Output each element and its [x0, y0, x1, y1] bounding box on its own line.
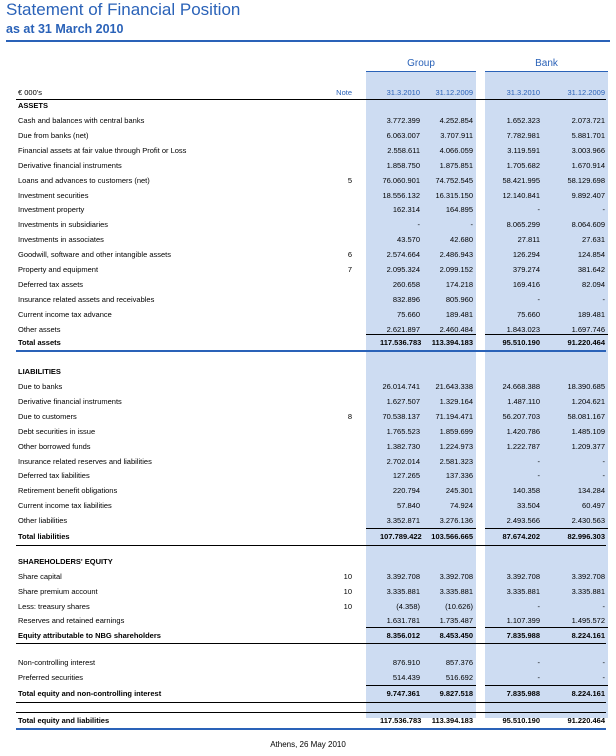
bank-date-current: 31.3.2010 [506, 88, 540, 97]
row-label: Cash and balances with central banks [18, 116, 145, 125]
row-value: 21.643.338 [435, 382, 473, 391]
row-value: 8.224.161 [571, 631, 605, 640]
row-value: 1.224.973 [439, 441, 473, 451]
row-value: - [537, 456, 540, 466]
row-value: 1.765.523 [386, 426, 420, 436]
row-note: 10 [343, 586, 352, 596]
equity-nbg-rule [16, 643, 606, 644]
group-subtotal-rule [366, 334, 476, 335]
row-value: 9.892.407 [571, 190, 605, 200]
row-value: 3.003.966 [571, 145, 605, 155]
row-value: 1.420.786 [506, 426, 540, 436]
note-header: Note [336, 88, 352, 97]
row-note: 7 [347, 265, 352, 274]
row-value: 58.421.995 [502, 175, 540, 185]
group-subtotal-rule [366, 627, 476, 628]
row-label: Preferred securities [18, 672, 84, 682]
row-label: Reserves and retained earnings [18, 616, 125, 626]
row-label: Deferred tax liabilities [18, 471, 90, 481]
row-value: 2.574.664 [386, 250, 420, 260]
liability-row [0, 395, 616, 409]
asset-row [0, 114, 616, 128]
row-value: - [537, 294, 540, 304]
row-value: 16.315.150 [435, 190, 473, 200]
row-value: 2.558.611 [387, 145, 420, 155]
row-value: 8.064.609 [571, 220, 605, 230]
row-label: Retirement benefit obligations [18, 486, 118, 496]
row-value: 60.497 [582, 501, 605, 511]
row-value: 2.702.014 [386, 456, 420, 466]
row-label: Other borrowed funds [18, 441, 91, 451]
row-value: 2.621.897 [386, 324, 420, 334]
row-label: Insurance related reserves and liabilities [18, 456, 152, 466]
row-value: 117.536.783 [380, 716, 422, 725]
row-value: - [602, 456, 605, 466]
row-value: 3.772.399 [386, 116, 420, 125]
row-label: Investments in subsidiaries [18, 220, 109, 230]
row-value: 117.536.783 [380, 338, 422, 347]
row-value: 1.222.787 [506, 441, 540, 451]
bank-header-rule [485, 71, 608, 72]
row-value: 2.430.563 [571, 516, 605, 526]
row-label: Investment property [18, 205, 85, 215]
asset-row [0, 278, 616, 292]
row-value: 805.960 [445, 294, 473, 304]
row-value: 1.652.323 [506, 116, 540, 125]
row-value: 3.392.708 [506, 572, 540, 581]
liability-row [0, 425, 616, 439]
row-value: 1.204.621 [571, 396, 605, 406]
liability-row [0, 455, 616, 469]
row-value: (4.358) [396, 601, 420, 611]
total-equity-row [0, 687, 616, 701]
row-value: 3.335.881 [386, 586, 420, 596]
page-subtitle: as at 31 March 2010 [6, 22, 124, 36]
row-label: Other liabilities [18, 516, 68, 526]
row-value: 43.570 [397, 235, 420, 245]
row-value: 75.660 [517, 309, 540, 319]
row-note: 10 [343, 601, 352, 611]
row-value: 75.660 [397, 309, 420, 319]
row-value: 27.631 [582, 235, 605, 245]
row-value: 113.394.183 [431, 716, 473, 725]
row-value: (10.626) [445, 601, 473, 611]
row-label: Due to customers [18, 411, 77, 421]
row-value: 107.789.422 [380, 532, 422, 541]
row-value: 70.538.137 [382, 411, 420, 421]
row-label: Debt securities in issue [18, 426, 96, 436]
row-value: - [537, 205, 540, 215]
group-subtotal-rule [366, 528, 476, 529]
row-value: 124.854 [577, 250, 605, 260]
liability-row [0, 469, 616, 483]
row-label: Other assets [18, 324, 61, 334]
row-value: 189.481 [577, 309, 605, 319]
row-value: 2.493.566 [506, 516, 540, 526]
row-value: 3.392.708 [571, 572, 605, 581]
row-value: 82.996.303 [567, 532, 605, 541]
row-label: Total equity and non-controlling interest [18, 689, 162, 698]
row-value: 76.060.901 [382, 175, 420, 185]
row-value: 3.335.881 [571, 586, 605, 596]
row-label: Due to banks [18, 382, 63, 391]
row-value: 2.099.152 [439, 265, 473, 274]
row-value: 1.697.746 [571, 324, 605, 334]
row-value: 95.510.190 [502, 338, 540, 347]
row-value: 1.495.572 [571, 616, 605, 626]
row-label: Goodwill, software and other intangible assets [18, 250, 172, 260]
row-value: 1.735.487 [439, 616, 473, 626]
grand-total-rule [16, 728, 606, 730]
liability-row [0, 484, 616, 498]
row-label: Property and equipment [18, 265, 99, 274]
row-label: Share capital [18, 572, 62, 581]
total-liabilities-rule [16, 545, 606, 546]
row-value: 58.129.698 [567, 175, 605, 185]
row-value: 2.486.943 [439, 250, 473, 260]
row-value: 876.910 [392, 658, 420, 667]
row-label: Less: treasury shares [18, 601, 90, 611]
bank-date-prior: 31.12.2009 [567, 88, 605, 97]
row-value: 832.896 [392, 294, 420, 304]
row-label: Total equity and liabilities [18, 716, 110, 725]
row-label: Equity attributable to NBG shareholders [18, 631, 161, 640]
row-value: 91.220.464 [567, 338, 605, 347]
row-value: 1.485.109 [571, 426, 605, 436]
row-value: 57.840 [397, 501, 420, 511]
total-liabilities-row [0, 530, 616, 544]
row-value: 33.504 [517, 501, 540, 511]
asset-row [0, 174, 616, 188]
equity-row [0, 600, 616, 614]
row-value: 74.924 [450, 501, 473, 511]
asset-row [0, 144, 616, 158]
asset-row [0, 129, 616, 143]
row-value: 113.394.183 [431, 338, 473, 347]
total-equity-liabilities-row [0, 714, 616, 728]
row-label: Investments in associates [18, 235, 104, 245]
row-label: Current income tax liabilities [18, 501, 112, 511]
row-value: 189.481 [445, 309, 473, 319]
row-value: 2.460.484 [439, 324, 473, 334]
group-subtotal-rule [366, 685, 476, 686]
row-value: 140.358 [512, 486, 540, 496]
row-value: - [470, 220, 473, 230]
group-date-prior: 31.12.2009 [435, 88, 473, 97]
equity-row [0, 570, 616, 584]
row-value: 3.335.881 [439, 586, 473, 596]
row-value: 137.336 [445, 471, 473, 481]
row-label: Derivative financial instruments [18, 396, 122, 406]
bank-subtotal-rule [485, 334, 608, 335]
liability-row [0, 514, 616, 528]
row-value: 91.220.464 [567, 716, 605, 725]
group-header-rule [366, 71, 476, 72]
total-assets-rule [16, 350, 606, 352]
row-value: 174.218 [445, 279, 473, 289]
row-value: - [537, 672, 540, 682]
equity-nbg-row [0, 629, 616, 643]
row-value: - [602, 294, 605, 304]
section-label: ASSETS [18, 101, 49, 110]
row-value: 1.382.730 [386, 441, 420, 451]
row-value: 1.670.914 [571, 160, 605, 170]
row-value: 169.416 [512, 279, 540, 289]
total-assets-row [0, 336, 616, 350]
row-value: 379.274 [512, 265, 540, 274]
row-value: 126.294 [512, 250, 540, 260]
total-equity-rule [16, 702, 606, 703]
row-value: 5.881.701 [571, 130, 605, 140]
asset-row [0, 308, 616, 322]
section-heading-liabilities [0, 365, 616, 379]
row-value: - [602, 672, 605, 682]
row-value: 2.095.324 [386, 265, 420, 274]
row-note: 10 [343, 572, 352, 581]
section-label: SHAREHOLDERS' EQUITY [18, 557, 113, 566]
row-value: 8.224.161 [571, 689, 605, 698]
row-note: 5 [347, 175, 352, 185]
row-value: 4.066.059 [439, 145, 473, 155]
liability-row [0, 499, 616, 513]
row-value: 1.858.750 [386, 160, 420, 170]
row-label: Total liabilities [18, 532, 70, 541]
row-value: - [537, 601, 540, 611]
row-value: 56.207.703 [502, 411, 540, 421]
liability-row [0, 380, 616, 394]
row-value: 3.352.871 [386, 516, 420, 526]
liability-row [0, 440, 616, 454]
row-value: - [602, 205, 605, 215]
row-value: 1.705.682 [506, 160, 540, 170]
bank-subtotal-rule [485, 627, 608, 628]
row-value: 12.140.841 [502, 190, 540, 200]
asset-row [0, 293, 616, 307]
row-value: 3.119.591 [507, 145, 540, 155]
row-label: Financial assets at fair value through Profit or Loss [18, 145, 187, 155]
asset-row [0, 218, 616, 232]
row-value: 245.301 [445, 486, 473, 496]
asset-row [0, 263, 616, 277]
row-value: - [537, 471, 540, 481]
row-value: - [537, 658, 540, 667]
row-value: 1.631.781 [386, 616, 420, 626]
title-rule [6, 40, 610, 42]
row-value: 516.692 [445, 672, 473, 682]
row-value: 134.284 [577, 486, 605, 496]
row-value: 8.453.450 [439, 631, 473, 640]
asset-row [0, 189, 616, 203]
row-label: Deferred tax assets [18, 279, 84, 289]
asset-row [0, 203, 616, 217]
row-value: 1.487.110 [507, 396, 540, 406]
row-value: 3.392.708 [439, 572, 473, 581]
row-value: 514.439 [392, 672, 420, 682]
row-value: 2.073.721 [571, 116, 605, 125]
row-value: 3.392.708 [386, 572, 420, 581]
row-value: 7.782.981 [506, 130, 540, 140]
equity-row [0, 585, 616, 599]
group-header: Group [407, 58, 435, 69]
row-label: Due from banks (net) [18, 130, 89, 140]
row-value: 4.252.854 [439, 116, 473, 125]
row-value: - [417, 220, 420, 230]
row-value: 1.843.023 [506, 324, 540, 334]
row-value: 58.081.167 [567, 411, 605, 421]
row-label: Investment securities [18, 190, 89, 200]
row-value: 103.566.665 [431, 532, 473, 541]
footer-place-date: Athens, 26 May 2010 [270, 740, 346, 749]
row-value: 8.065.299 [506, 220, 540, 230]
row-value: 87.674.202 [502, 532, 540, 541]
page-title: Statement of Financial Position [6, 0, 241, 19]
row-value: 1.627.507 [386, 396, 420, 406]
row-value: 95.510.190 [502, 716, 540, 725]
row-value: 26.014.741 [382, 382, 420, 391]
minority-row [0, 671, 616, 685]
row-value: 74.752.545 [435, 175, 473, 185]
row-value: 7.835.988 [506, 689, 540, 698]
section-label: LIABILITIES [18, 367, 61, 376]
row-value: 3.276.136 [439, 516, 473, 526]
row-value: 220.794 [392, 486, 420, 496]
row-value: 71.194.471 [435, 411, 473, 421]
section-heading-equity [0, 555, 616, 569]
row-value: 9.827.518 [439, 689, 473, 698]
row-label: Current income tax advance [18, 309, 112, 319]
row-label: Share premium account [18, 586, 98, 596]
row-label: Non-controlling interest [18, 658, 96, 667]
row-value: 7.835.988 [506, 631, 540, 640]
liability-row [0, 410, 616, 424]
row-note: 6 [347, 250, 352, 260]
row-value: 1.209.377 [571, 441, 605, 451]
row-value: - [602, 601, 605, 611]
row-value: 1.859.699 [439, 426, 473, 436]
row-value: 2.581.323 [439, 456, 473, 466]
row-value: 162.314 [392, 205, 420, 215]
row-value: 27.811 [517, 235, 540, 245]
asset-row [0, 248, 616, 262]
row-note: 8 [347, 411, 352, 421]
row-value: 82.094 [582, 279, 605, 289]
column-header-row [0, 86, 616, 100]
grand-total-top-rule [16, 712, 606, 713]
row-value: 8.356.012 [386, 631, 420, 640]
row-value: 260.658 [392, 279, 420, 289]
row-value: 164.895 [445, 205, 473, 215]
unit-label: € 000's [18, 88, 42, 97]
row-value: 1.875.851 [439, 160, 473, 170]
row-value: - [602, 471, 605, 481]
asset-row [0, 233, 616, 247]
row-value: - [602, 658, 605, 667]
group-date-current: 31.3.2010 [386, 88, 420, 97]
row-label: Loans and advances to customers (net) [18, 175, 150, 185]
row-value: 857.376 [445, 658, 473, 667]
row-value: 24.668.388 [502, 382, 540, 391]
bank-header: Bank [535, 58, 558, 69]
bank-subtotal-rule [485, 685, 608, 686]
row-value: 1.329.164 [439, 396, 473, 406]
row-value: 18.390.685 [567, 382, 605, 391]
row-value: 42.680 [450, 235, 473, 245]
row-value: 6.063.007 [386, 130, 420, 140]
section-heading-assets [0, 99, 616, 113]
row-value: 18.556.132 [382, 190, 420, 200]
row-value: 9.747.361 [386, 689, 420, 698]
row-value: 381.642 [577, 265, 605, 274]
row-value: 3.707.911 [440, 130, 473, 140]
row-value: 127.265 [392, 471, 420, 481]
row-value: 1.107.399 [506, 616, 540, 626]
row-label: Total assets [18, 338, 61, 347]
asset-row [0, 159, 616, 173]
row-value: 3.335.881 [506, 586, 540, 596]
bank-subtotal-rule [485, 528, 608, 529]
row-label: Derivative financial instruments [18, 160, 122, 170]
row-label: Insurance related assets and receivables [18, 294, 155, 304]
minority-row [0, 656, 616, 670]
